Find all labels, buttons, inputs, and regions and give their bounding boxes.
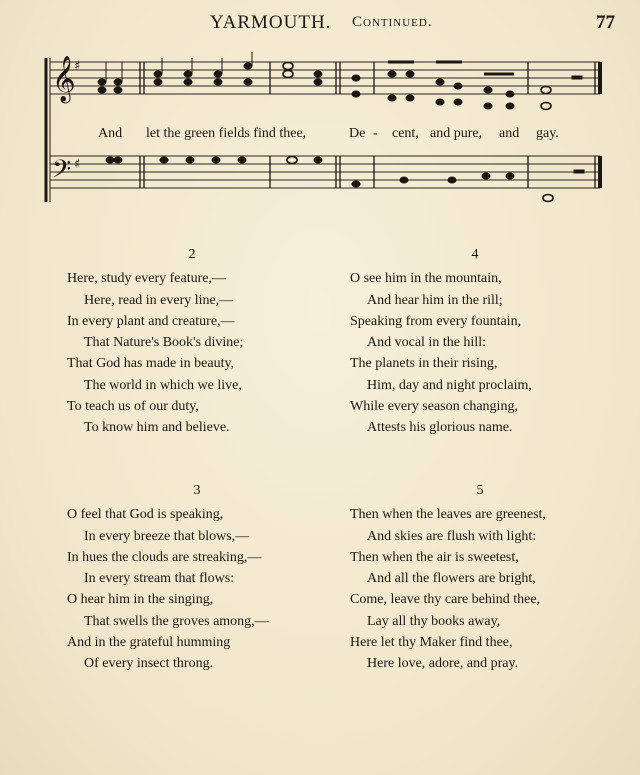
treble-staff [50, 62, 600, 94]
verse-line: The world in which we live, [84, 377, 242, 393]
bar-lines [140, 62, 600, 188]
treble-clef-icon: 𝄞 [52, 56, 76, 102]
verse-3 [67, 480, 327, 675]
verse-line: Here love, adore, and pray. [367, 656, 519, 672]
sharp-icon: ♯ [74, 157, 81, 172]
verse-line: That Nature's Book's divine; [84, 335, 244, 351]
verse-line: While every season changing, [350, 399, 518, 415]
lyric-word: And [98, 126, 123, 141]
verse-line: And hear him in the rill; [367, 292, 503, 308]
verse-line: That God has made in beauty, [67, 356, 235, 372]
verse-line: In every stream that flows: [84, 571, 235, 587]
lyric-word: - [373, 126, 378, 141]
lyric-word: cent, [392, 126, 419, 141]
verse-line: To know him and believe. [84, 420, 230, 436]
tune-subtitle: Continued. [352, 14, 433, 30]
verse-line: In hues the clouds are streaking,— [67, 549, 262, 565]
verse-line: In every plant and creature,— [67, 313, 235, 329]
bass-notes [106, 157, 584, 202]
page-number: 77 [596, 12, 615, 33]
verse-line: Here, read in every line,— [84, 292, 234, 308]
verse-line: O feel that God is speaking, [67, 507, 224, 523]
verse-line: Here, study every feature,— [67, 271, 226, 287]
verse-line: Then when the air is sweetest, [350, 549, 519, 565]
music-score [0, 0, 640, 215]
verse-line: Here let thy Maker find thee, [350, 635, 513, 651]
verse-4 [350, 244, 600, 439]
verse-line: Him, day and night proclaim, [367, 377, 532, 393]
verse-line: Then when the leaves are greenest, [350, 507, 546, 523]
verse-line: And in the grateful humming [67, 635, 231, 651]
lyric-word: and [499, 126, 520, 141]
verse-number: 4 [471, 247, 479, 262]
verse-line: Of every insect throng. [84, 656, 214, 672]
verse-line: And all the flowers are bright, [367, 571, 536, 587]
lyric-word: let the green fields find thee, [146, 126, 307, 141]
verse-line: O hear him in the singing, [67, 592, 214, 608]
verse-number: 2 [188, 247, 196, 262]
tune-title: YARMOUTH. [210, 12, 332, 33]
verse-line: Speaking from every fountain, [350, 313, 522, 329]
verse-line: Come, leave thy care behind thee, [350, 592, 541, 608]
lyrics-line [0, 126, 640, 146]
verse-number: 3 [193, 483, 201, 498]
bass-staff [50, 156, 600, 188]
lyric-word: gay. [536, 126, 559, 141]
lyric-word: De [349, 126, 366, 141]
verse-line: In every breeze that blows,— [84, 528, 250, 544]
bass-clef-icon: 𝄢 [52, 155, 72, 190]
verse-line: To teach us of our duty, [67, 399, 199, 415]
verse-2 [67, 244, 317, 439]
verse-line: Lay all thy books away, [367, 613, 501, 629]
verse-line: And skies are flush with light: [367, 528, 537, 544]
verse-number: 5 [476, 483, 484, 498]
verse-line: That swells the groves among,— [84, 613, 269, 629]
verse-5 [350, 480, 610, 675]
verse-line: Attests his glorious name. [367, 420, 513, 436]
verse-line: The planets in their rising, [350, 356, 498, 372]
sharp-icon: ♯ [74, 59, 81, 74]
verse-line: O see him in the mountain, [350, 271, 502, 287]
verse-line: And vocal in the hill: [367, 335, 486, 351]
lyric-word: and pure, [430, 126, 483, 141]
